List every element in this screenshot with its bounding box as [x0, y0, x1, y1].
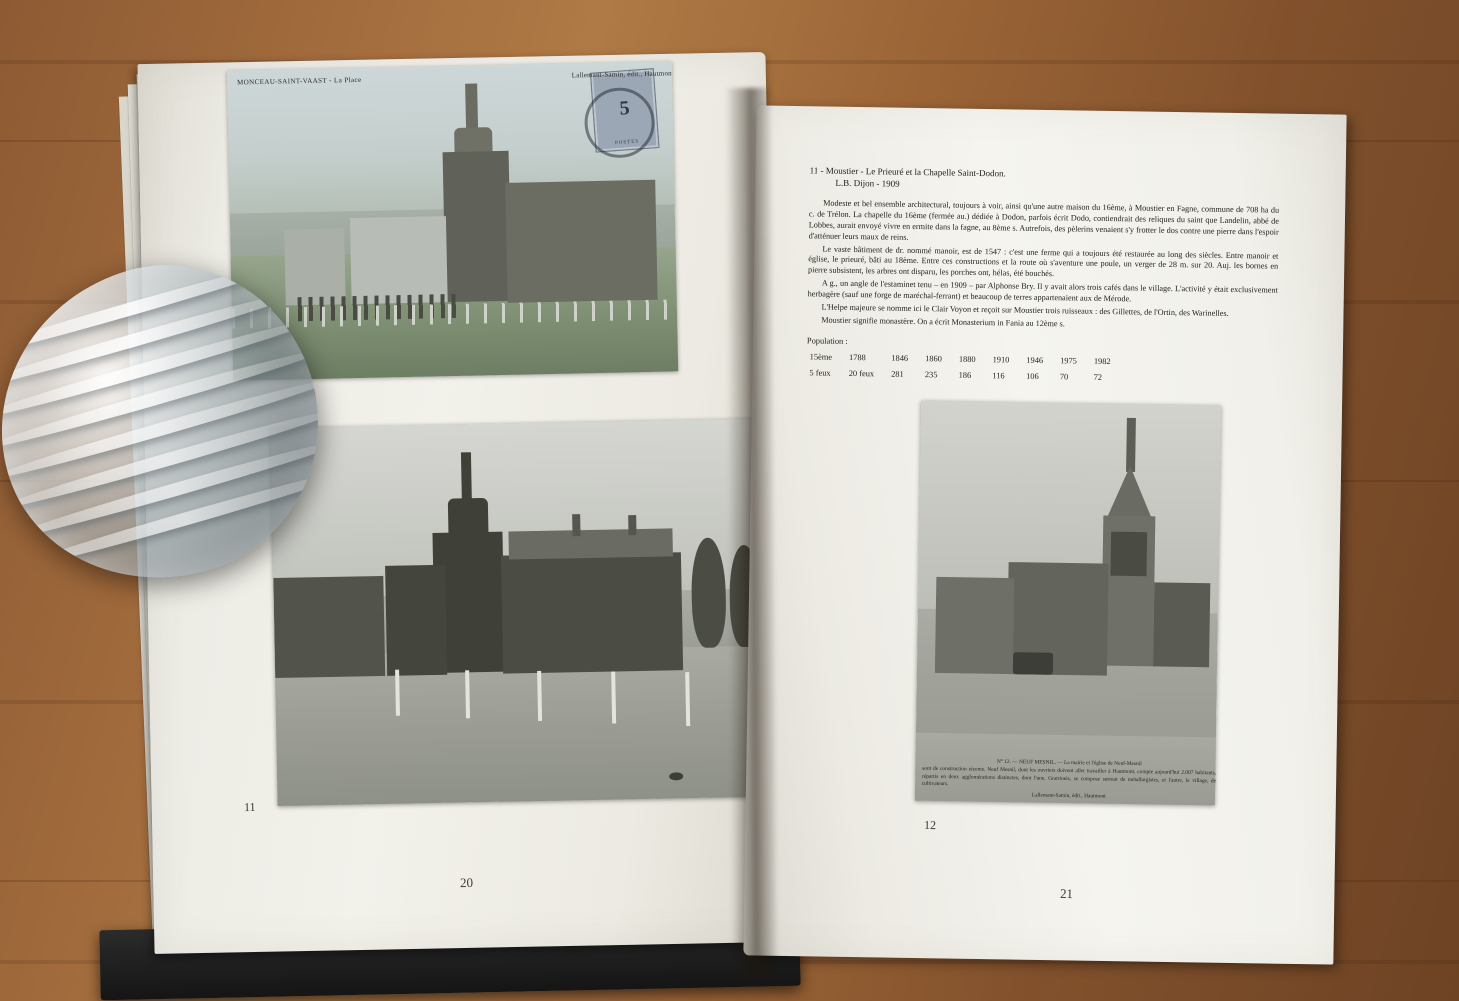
church-nave [505, 180, 657, 303]
value-cell: 70 [1059, 372, 1069, 382]
church-annex [385, 565, 447, 676]
value-cell: 106 [1026, 371, 1039, 381]
year-cell: 1910 [992, 354, 1010, 365]
value-cell: 235 [924, 369, 938, 380]
paragraph: L'Helpe majeure se nomme ici le Clair Voyon et reçoit sur Moustier trois ruisseaux : des Gillettes, de l'Ortin, des Warinelles. [821, 302, 1229, 318]
population-grid [806, 348, 1126, 387]
village-house [284, 228, 346, 305]
paragraph: Modeste et bel ensemble architectural, toujours à voir, ainsi qu'une autre maison du 16ème, à Moustier en Fagne, commune de 708 ha du c. de Trélon. La chapelle du 16ème (fermée au.) dédiée à Dodon, parfois écrit Dodo, contiendrait des reliques du saint que Landelin, abbé de Lobbes, aurait envoyé vivre en ermite dans la fagne, au 8ème s. Autrefois, des pèlerins venaient s'y frotter le dos contre une pierre dans l'espoir d'atténuer leurs maux de reins. [808, 198, 1280, 242]
apse [1153, 582, 1210, 667]
year-cell: 1788 [848, 352, 866, 362]
photo-neuf-mesnil-church [915, 401, 1221, 806]
value-cell: 116 [992, 370, 1005, 381]
manor-roof [508, 528, 673, 559]
side-building [273, 576, 385, 678]
year-cell: 1846 [891, 353, 909, 363]
caption-body: sont de construction récente. Neuf Mesnil, dont les ouvriers doivent aller travailler à Hautmont, compte aujourd'hui 2.007 habitants, répartis en deux agglomérations distinctes, dont l'une, Gratrioeis, se compose surtout de métallurgistes, et l'autre, le village, de cultivateurs. [921, 765, 1217, 788]
paragraph: A g., un angle de l'estaminet tenu – en 1909 – par Alphonse Bry. Il y avait alors trois cafés dans le village. L'activité y était exclusivement herbagère (sauf une forge de maréchal-ferrant) et beaucoup de terres appartenaient aux de Mérode. [807, 278, 1278, 304]
church-tower [443, 151, 512, 302]
fence-post [395, 670, 400, 716]
stamp-value: 5 [618, 97, 631, 120]
postcard-caption-left: MONCEAU-SAINT-VAAST - La Place [236, 75, 362, 87]
horse-cart [1013, 652, 1053, 675]
manor-building [501, 552, 683, 673]
figure-number-left: 11 [243, 799, 256, 815]
population-label: Population : [806, 336, 848, 347]
year-cell: 1860 [925, 353, 942, 363]
table-row [808, 366, 1124, 385]
value-cell: 5 feux [809, 368, 831, 378]
postcard-caption-right: Lallemant-Samin, édit., Hautmont [571, 69, 675, 80]
year-cell: 1946 [1026, 355, 1044, 365]
photo-caption-block [922, 758, 1217, 804]
chimney [572, 514, 580, 536]
caption-credit: Lallemant-Samin, édit., Hautmont [1031, 792, 1106, 800]
right-page-text-block [806, 164, 1279, 389]
article-heading-line1: 11 - Moustier - Le Prieuré et la Chapelle Saint-Dodon. [809, 165, 1006, 179]
year-cell: 1982 [1093, 356, 1111, 366]
article-heading-line2: L.B. Dijon - 1909 [835, 177, 900, 189]
year-cell: 15ème [809, 351, 833, 362]
belfry-louvres [1110, 532, 1147, 577]
village-house [350, 216, 448, 304]
page-number-right: 21 [1059, 885, 1074, 902]
mairie-building [935, 577, 1014, 674]
chimney [628, 515, 636, 535]
value-cell: 186 [958, 370, 972, 380]
year-cell: 1880 [958, 354, 976, 364]
black-and-white-photo-church [270, 418, 801, 806]
paragraph: Le vaste bâtiment de dr. nommé manoir, est de 1547 : c'est une ferme qui a toujours été restaurée au long des siècles. Entre manoir et église, le prieuré, bâti au 18ème. Entre ces constructions et la route où s'aventure une poule, un verger de 28 m. sur 20. Auj. les bornes en pierre subsistent, les arbres ont disparu, les porches ont, hélas, été bouchés. [808, 244, 1279, 279]
figure-number-right: 12 [923, 817, 937, 833]
value-cell: 72 [1093, 372, 1103, 382]
population-table [806, 336, 1277, 390]
stamp-label: POSTES [614, 139, 640, 147]
value-cell: 281 [891, 369, 904, 379]
church-spire [1126, 418, 1136, 472]
value-cell: 20 feux [848, 368, 875, 379]
book-gutter-shadow [725, 88, 777, 978]
caption-title: N° 12. — NEUF MESNIL. — La mairie et l'église de Neuf-Mesnil [996, 758, 1142, 768]
year-cell: 1975 [1060, 355, 1077, 366]
page-number-left: 20 [459, 874, 474, 891]
paragraph: Moustier signifie monastère. On a écrit Monasterium in Fania au 12ème s. [821, 315, 1065, 328]
postage-stamp [590, 68, 660, 152]
